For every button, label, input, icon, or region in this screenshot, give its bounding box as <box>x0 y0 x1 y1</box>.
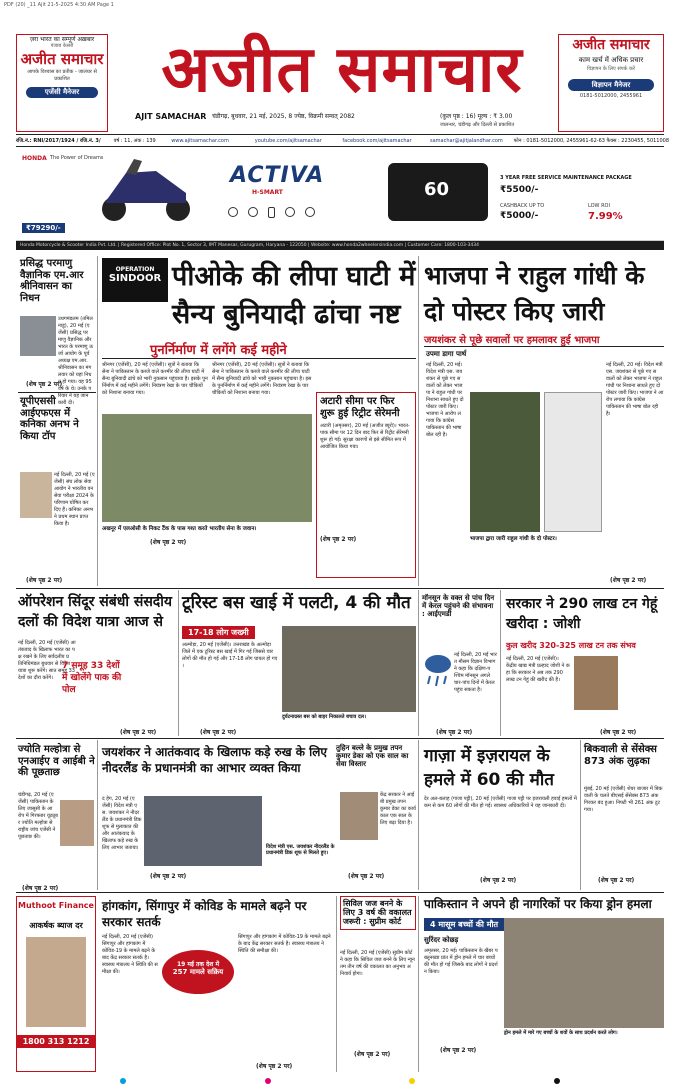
volume-number: वर्ष : 11, अंक : 139 <box>113 138 156 144</box>
navigation-icon <box>305 207 315 217</box>
masthead-cities: जालन्धर, चंडीगढ़ और दिल्ली से प्रकाशित <box>440 122 515 128</box>
covid-badge <box>162 950 234 994</box>
registration-dot <box>409 1078 415 1084</box>
low-roi-label: LOW ROI <box>588 203 610 209</box>
website-link[interactable]: www.ajitsamachar.com <box>171 138 229 144</box>
muthoot-photo <box>26 937 86 1027</box>
jaishankar-dateline: द हेग, 20 मई (एजेंसी) <box>102 796 135 809</box>
jaishankar-text <box>102 796 142 880</box>
jaishankar-headline: जयशंकर ने आतंकवाद के खिलाफ कड़े रुख के लिए नीदरलैंड के प्रधानमंत्री का आभार व्यक्त किया <box>102 745 328 775</box>
pak-headline: पाकिस्तान ने अपने ही नागरिकों पर किया ड्रोन हमला <box>424 897 652 911</box>
tuhin-text: केंद्र सरकार ने आईबी प्रमुख तपन कुमार डेका का कार्यकाल एक साल के लिए बढ़ा दिया है। <box>380 792 416 826</box>
bjp-subhead: जयशंकर से पूछे सवालों पर हमलावर हुई भाजपा <box>424 335 600 346</box>
wheat-subhead: कुल खरीद 320-325 लाख टन तक संभव <box>506 641 636 650</box>
bus-headline: टूरिस्ट बस खाई में पलटी, 4 की मौत <box>182 593 411 613</box>
wheat-follow: (शेष पृष्ठ 2 पर) <box>600 729 637 736</box>
operation-sindoor-logo <box>102 258 168 302</box>
info-strip <box>16 134 670 147</box>
smart-key-icon <box>228 207 238 217</box>
left-ear <box>16 34 108 132</box>
brief1-dateline: उधगमंडलम (तमिलनाडु), 20 मई (एजेंसी) <box>58 316 93 336</box>
monsoon-follow: (शेष पृष्ठ 2 पर) <box>436 729 473 736</box>
monsoon-headline: मॉनसून के वक्त से पांच दिन में केरल पहुंचने की संभावना : आईएमडी <box>422 594 495 619</box>
muthoot-ad <box>16 896 96 1072</box>
wheat-photo <box>574 656 618 710</box>
gaza-headline: गाज़ा में इज़रायल के हमले में 60 की मौत <box>424 746 554 790</box>
registration-dot <box>120 1078 126 1084</box>
jyoti-follow: (शेष पृष्ठ 2 पर) <box>22 885 59 892</box>
bjp-poster-2 <box>544 392 602 532</box>
delegation-pull-quote: 7 समूह 33 देशों में खोलेंगे पाक की पोल <box>62 661 122 695</box>
pak-text: अमृतसर, 20 मई। पाकिस्तान के खैबर पख्तूनख्वा प्रांत में ड्रोन हमले में चार बच्चों की मौत हो गई जिसके बाद लोगों ने प्रदर्शन किया। <box>424 948 498 975</box>
gaza-follow: (शेष पृष्ठ 2 पर) <box>480 877 517 884</box>
music-icon <box>285 207 295 217</box>
attari-follow: (शेष पृष्ठ 2 पर) <box>320 536 357 543</box>
left-ear-tagline: ज़रा भारत का सम्पूर्ण अख़बार <box>29 36 95 43</box>
pak-photo <box>504 918 664 1028</box>
brief2-text <box>54 472 96 572</box>
phone-icon <box>268 207 275 218</box>
pak-follow: (शेष पृष्ठ 2 पर) <box>440 1047 477 1054</box>
right-ear-line1: काम खर्च में अधिक प्रचार <box>578 56 644 64</box>
honda-ad <box>16 149 664 241</box>
brief1-text <box>58 316 94 406</box>
jyoti-dateline: चंडीगढ़, 20 मई (एजेंसी) <box>18 792 54 805</box>
sensex-follow: (शेष पृष्ठ 2 पर) <box>598 877 635 884</box>
warranty-text: 3 YEAR FREE SERVICE MAINTENANCE PACKAGE <box>500 175 632 181</box>
delegation-headline: ऑपरेशन सिंदूर संबंधी संसदीय दलों की विदेश यात्रा आज से <box>18 594 172 630</box>
jyoti-headline: ज्योति मल्होत्रा से एनआईए व आईबी ने की पूछताछ <box>18 744 95 778</box>
print-slug: PDF (20) _11 Ajit 21-5-2025 4:30 AM Page 1 <box>4 2 114 8</box>
divider <box>18 392 96 393</box>
brief2-headline: यूपीएससी आईएफएस में कनिका अनभ ने किया टॉप <box>20 396 79 442</box>
section-divider <box>16 588 664 589</box>
delegation-dateline: नई दिल्ली, 20 मई (एजेंसी) <box>18 640 69 646</box>
divider <box>424 346 664 347</box>
speed-readout: 60 <box>424 179 450 200</box>
brief2-follow: (शेष पृष्ठ 2 पर) <box>26 577 63 584</box>
bus-text: अल्मोड़ा, 20 मई (एजेंसी)। उत्तराखंड के अल्मोड़ा जिले में एक टूरिस्ट बस खाई में गिर गई जिससे चार लोगों की मौत हो गई और 17-18 लोग घायल हो गए। <box>182 642 278 669</box>
court-headline: सिविल जज बनने के लिए 3 वर्ष की वकालत जरूरी : सुप्रीम कोर्ट <box>343 899 412 927</box>
jaishankar-follow: (शेष पृष्ठ 2 पर) <box>150 873 187 880</box>
gaza-dateline: देर अल-बलाह (गाजा पट्टी), 20 मई (एजेंसी) <box>424 796 506 802</box>
lead-text-col2 <box>212 362 312 412</box>
bus-photo <box>282 626 416 712</box>
pak-tag: 4 मासूम बच्चों की मौत <box>424 918 504 931</box>
delegation-follow: (शेष पृष्ठ 2 पर) <box>120 729 157 736</box>
feature-icons <box>228 201 388 223</box>
covid-headline: हांगकांग, सिंगापुर में कोविड के मामले बढ़ने पर सरकार सतर्क <box>102 899 307 929</box>
jaishankar-photo <box>144 796 262 866</box>
right-ear-phones: 0181-5012000, 2455961 <box>579 93 643 99</box>
court-dateline: नई दिल्ली, 20 मई (एजेंसी) <box>340 950 391 956</box>
bjp-caption: भाजपा द्वारा जारी राहुल गांधी के दो पोस्टर। <box>470 536 557 542</box>
right-ear <box>558 34 664 132</box>
honda-tagline: The Power of Dreams <box>50 155 104 161</box>
masthead-title: अजीत समाचार <box>161 32 523 107</box>
covid-body: सिंगापुर और हांगकांग में कोविड-19 के मामले बढ़ने के बाद केंद्र सरकार सतर्क है। स्वास्थ्य मंत्रालय ने स्थिति की समीक्षा की। <box>102 941 158 975</box>
brief2-dateline: नई दिल्ली, 20 मई (एजेंसी) <box>54 472 95 485</box>
right-ear-line2: विज्ञापन के लिए संपर्क करें <box>587 66 635 72</box>
facebook-link[interactable]: facebook.com/ajitsamachar <box>342 138 412 144</box>
court-text <box>340 950 416 1050</box>
bjp-poster-1 <box>470 392 540 532</box>
tuhin-headline: तुहिन बल्ले के प्रमुख तपन कुमार डेका को एक साल का सेवा विस्तार <box>336 744 409 769</box>
covid-text-more: सिंगापुर और हांगकांग में कोविड-19 के मामले बढ़ने के बाद केंद्र सरकार सतर्क है। स्वास्थ्य मंत्रालय ने स्थिति की समीक्षा की। <box>238 934 331 954</box>
lead-caption: अखनूर में एलओसी के निकट टैंक के पास गश्त करते भारतीय सेना के जवान। <box>102 526 257 532</box>
lead-photo-tank <box>102 414 312 522</box>
brief2-photo <box>20 472 52 518</box>
column-rule <box>178 590 179 736</box>
logo-line1: OPERATION <box>115 266 155 273</box>
covid-badge-line2: 257 मामले सक्रिय <box>172 968 224 976</box>
right-ear-brand: अजीत समाचार <box>572 37 650 53</box>
attari-text: अटारी (अमृतसर), 20 मई (अजीत ब्यूरो)। भारत-पाक सीमा पर 12 दिन बाद फिर से रिट्रीट सेरेमनी शुरू हो गई। सुरक्षा कारणों से इसे सीमित रूप में आयोजित किया गया। <box>320 423 410 450</box>
dashboard-display <box>388 163 488 221</box>
youtube-link[interactable]: youtube.com/ajitsamachar <box>254 138 322 144</box>
attari-headline: अटारी सीमा पर फिर शुरू हुई रिट्रीट सेरेमनी <box>320 396 400 419</box>
brief1-body: प्रसिद्ध परमाणु वैज्ञानिक और भारत के परमाणु ऊर्जा आयोग के पूर्व अध्यक्ष एम.आर. श्रीनिवासन का मंगलवार को यहां निधन हो गया। वह 95 वर्ष के थे। उनके परिवार ने यह जानकारी दी। <box>58 330 94 406</box>
covid-follow: (शेष पृष्ठ 2 पर) <box>256 1063 293 1070</box>
lead-text: श्रीनगर (एजेंसी), 20 मई (एजेंसी)। सूत्रों ने बताया कि सेना ने पाकिस्तान के कब्जे वाले कश्मीर की लीपा घाटी में सैन्य बुनियादी ढांचे को भारी नुकसान पहुंचाया है। इसके पुनर्निर्माण में कई महीने लगेंगे। नियंत्रण रेखा के पार चौकियों को निशाना बनाया गया। <box>102 362 208 396</box>
jaishankar-caption: विदेश मंत्री एस. जयशंकर नीदरलैंड के प्रधानमंत्री डिक शूफ से मिलते हुए। <box>266 844 335 856</box>
brief1-headline: प्रसिद्ध परमाणु वैज्ञानिक एम.आर श्रीनिवासन का निधन <box>20 258 84 304</box>
bjp-text-more: नई दिल्ली, 20 मई। विदेश मंत्री एस. जयशंकर से पूछे गए सवालों को लेकर भाजपा ने राहुल गांधी पर निशाना साधते हुए दो पोस्टर जारी किए। भाजपा ने आरोप लगाया कि कांग्रेस पाकिस्तान की भाषा बोल रही है। <box>606 362 664 417</box>
roi-rate: 7.99% <box>588 211 623 222</box>
sensex-headline: बिकवाली से सेंसेक्स 873 अंक लुढ़का <box>584 744 657 767</box>
section-divider <box>16 892 664 893</box>
pak-caption: ड्रोन हमले में मारे गए बच्चों के शवों के साथ प्रदर्शन करते लोग। <box>504 1030 618 1036</box>
column-rule <box>336 896 337 1072</box>
muthoot-tag: आकर्षक ब्याज दर <box>29 921 83 930</box>
jyoti-photo <box>60 800 94 846</box>
bjp-text: नई दिल्ली, 20 मई। विदेश मंत्री एस. जयशंकर से पूछे गए सवालों को लेकर भाजपा ने राहुल गांधी पर निशाना साधते हुए दो पोस्टर जारी किए। भाजपा ने आरोप लगाया कि कांग्रेस पाकिस्तान की भाषा बोल रही है। <box>426 362 464 438</box>
cashback-label: CASHBACK UP TO <box>500 203 545 209</box>
masthead-pages: (कुल पृष्ठ : 16) मूल्य : ₹ 3.00 <box>440 113 513 120</box>
wheat-headline: सरकार ने 290 लाख टन गेहूं खरीदा : जोशी <box>506 596 658 632</box>
jyoti-text <box>18 792 58 882</box>
column-rule <box>418 590 419 736</box>
honda-logo: HONDA <box>22 155 47 162</box>
monsoon-body: भारत मौसम विज्ञान विभाग ने कहा कि दक्षिण-पश्चिम मॉनसून अगले चार-पांच दिनों में केरल पहुंच सकता है। <box>454 652 497 693</box>
bjp-follow: (शेष पृष्ठ 2 पर) <box>610 577 647 584</box>
lead-follow: (शेष पृष्ठ 2 पर) <box>150 539 187 546</box>
masthead-dateline: चंडीगढ़, बुधवार, 21 मई, 2025, 8 ज्येष्ठ, विक्रमी सम्वत् 2082 <box>212 113 355 120</box>
lead-subhead: पुनर्निर्माण में लगेंगे कई महीने <box>150 343 287 358</box>
scooter-illustration <box>86 153 206 223</box>
phone-fax: फोन : 0181-5012000, 2455961-62-63 फैक्स : 2230455, 5011008 <box>513 138 670 144</box>
left-ear-brand: अजीत समाचार <box>20 50 104 68</box>
cashback-2: ₹5000/- <box>500 211 539 221</box>
tuhin-follow: (शेष पृष्ठ 2 पर) <box>348 873 385 880</box>
bus-follow: (शेष पृष्ठ 2 पर) <box>200 729 237 736</box>
left-ear-sub: पंजाब केसरी <box>50 43 74 49</box>
price-tag: ₹79290/- <box>22 223 65 233</box>
covid-dateline: नई दिल्ली, 20 मई (एजेंसी) <box>102 934 153 940</box>
left-ear-badge: एजेंसी मैनेजर <box>26 87 98 98</box>
bjp-text-col2 <box>606 362 664 532</box>
court-headline-box <box>340 896 416 930</box>
sensex-dateline: मुंबई, 20 मई (एजेंसी) <box>584 786 626 792</box>
cashback-1: ₹5500/- <box>500 185 539 195</box>
tuhin-photo <box>340 792 378 840</box>
masthead-roman: AJIT SAMACHAR <box>135 112 207 121</box>
bjp-reporter: उपमा डागा पार्थ <box>426 350 467 358</box>
lead-text-more: श्रीनगर (एजेंसी), 20 मई (एजेंसी)। सूत्रों ने बताया कि सेना ने पाकिस्तान के कब्जे वाले कश्मीर की लीपा घाटी में सैन्य बुनियादी ढांचे को भारी नुकसान पहुंचाया है। इसके पुनर्निर्माण में कई महीने लगेंगे। नियंत्रण रेखा के पार चौकियों को निशाना बनाया गया। <box>212 362 312 396</box>
jaishankar-body: विदेश मंत्री एस. जयशंकर ने नीदरलैंड के प्रधानमंत्री डिक शूफ से मुलाकात की और आतंकवाद के खिलाफ कड़े रुख के लिए आभार जताया। <box>102 803 142 851</box>
covid-text-col2 <box>238 934 334 1062</box>
wheat-text: नई दिल्ली, 20 मई (एजेंसी)। केंद्रीय खाद्य मंत्री प्रल्हाद जोशी ने कहा कि सरकार ने अब तक 290 लाख टन गेहूं की खरीद की है। <box>506 656 570 683</box>
monsoon-text <box>454 652 498 722</box>
rain-cloud-icon <box>424 652 452 692</box>
column-rule <box>97 740 98 890</box>
covid-badge-line1: 19 मई तक देश में <box>176 961 220 968</box>
sensex-text <box>584 786 664 872</box>
cloud-icon <box>424 652 452 692</box>
section-divider <box>16 738 664 739</box>
sensex-body: शेयर बाजार में बिकवाली के चलते बीएसई सेंसेक्स 873 अंक गिरकर बंद हुआ। निफ्टी भी 261 अंक टूट गया। <box>584 786 663 813</box>
brief2-body: संघ लोक सेवा आयोग ने भारतीय वन सेवा परीक्षा 2024 के परिणाम घोषित कर दिए हैं। कनिका अनभ ने प्रथम स्थान प्राप्त किया है। <box>54 479 94 527</box>
court-body: सुप्रीम कोर्ट ने कहा कि सिविल जज बनने के लिए न्यूनतम तीन वर्ष की वकालत का अनुभव अनिवार्य होगा। <box>340 950 415 977</box>
column-rule <box>418 256 419 586</box>
registration-dot <box>265 1078 271 1084</box>
color-bar <box>120 1078 560 1084</box>
activa-wordmark: ACTIVA <box>230 163 325 188</box>
column-rule <box>580 740 581 890</box>
activa-variant: H-SMART <box>252 189 283 196</box>
bjp-headline: भाजपा ने राहुल गांधी के दो पोस्टर किए जारी <box>424 261 645 326</box>
attari-box <box>316 392 416 578</box>
muthoot-phone: 1800 313 1212 <box>17 1035 95 1048</box>
court-follow: (शेष पृष्ठ 2 पर) <box>354 1051 391 1058</box>
column-rule <box>418 896 419 1072</box>
rni-number: रजि.नं.: RNI/2017/1924 / रजि.नं. 3/ <box>16 138 101 144</box>
registration-dot <box>554 1078 560 1084</box>
column-rule <box>418 740 419 890</box>
covid-text <box>102 934 158 1062</box>
divider <box>102 358 416 359</box>
column-rule <box>500 590 501 736</box>
gaza-body: गाजा पट्टी पर इजरायली हवाई हमलों में कम से कम 60 लोगों की मौत हो गई। स्वास्थ्य अधिकारियों ने यह जानकारी दी। <box>424 796 577 809</box>
pak-reporter: सुरिंदर कोछड़ <box>424 936 459 944</box>
logo-line2: SINDOOR <box>108 273 162 284</box>
bus-caption: दुर्घटनाग्रस्त बस को बाहर निकालते बचाव दल। <box>282 714 366 720</box>
ad-ticker: Honda Motorcycle & Scooter India Pvt. Ltd. | Registered Office: Plot No. 1, Sector 3, IMT Manesar, Gurugram, Haryana - 122050 | Website: www.honda2wheelersindia.com | Customer Care: 1800-103-3434 <box>16 241 664 250</box>
lead-headline: पीओके की लीपा घाटी में सैन्य बुनियादी ढांचा नष्ट <box>172 261 416 330</box>
gaza-text <box>424 796 578 872</box>
email-link[interactable]: samachar@ajitjalandhar.com <box>429 138 503 144</box>
muthoot-logo: Muthoot Finance <box>18 901 94 910</box>
jyoti-body: पाकिस्तान के लिए जासूसी के आरोप में गिरफ्तार यूट्यूबर ज्योति मल्होत्रा से राष्ट्रीय जांच एजेंसी ने पूछताछ की। <box>18 799 58 840</box>
monsoon-dateline: नई दिल्ली, 20 मई <box>454 652 489 658</box>
delegation-body: आतंकवाद के खिलाफ भारत का पक्ष रखने के लिए सर्वदलीय प्रतिनिधिमंडल बुधवार से विदेश यात्रा शुरू करेंगे। सात समूह 33 देशों का दौरा करेंगे। <box>18 640 76 681</box>
bus-tag: 17-18 लोग जख्मी <box>182 626 255 639</box>
brief1-follow: (शेष पृष्ठ 2 पर) <box>26 381 63 388</box>
bluetooth-icon <box>248 207 258 217</box>
left-ear-desc: आपके विश्वास का प्रतीक - जालंधर से प्रकाशित <box>27 69 97 82</box>
column-rule <box>97 256 98 586</box>
right-ear-badge: विज्ञापन मैनेजर <box>568 79 654 91</box>
brief1-photo <box>20 316 56 356</box>
